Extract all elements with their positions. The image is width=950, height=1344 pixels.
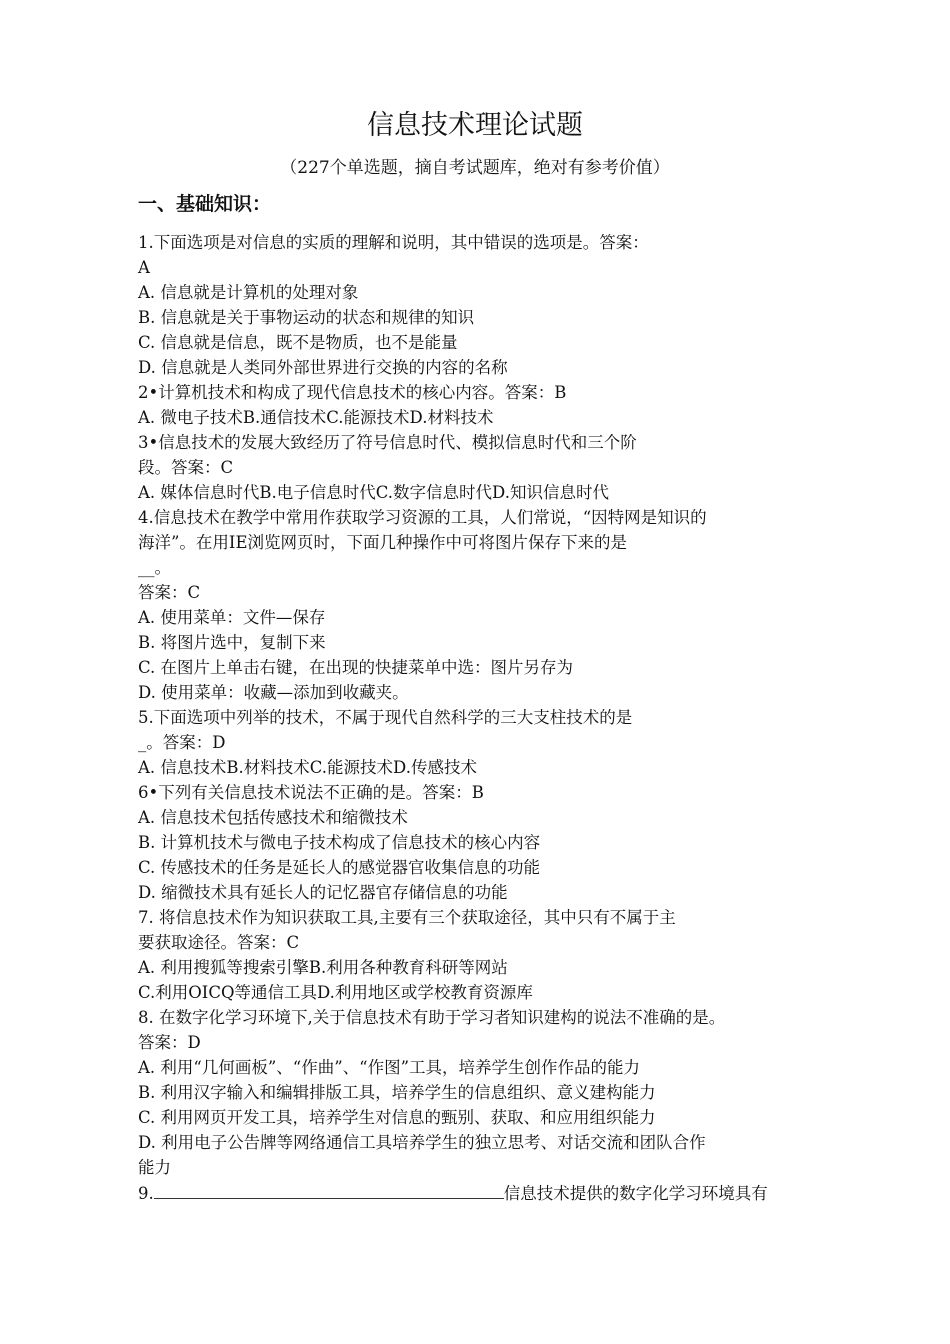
text-line: 8. 在数字化学习环境下,关于信息技术有助于学习者知识建构的说法不准确的是。 (138, 1008, 726, 1027)
text-line: B. 利用汉字输入和编辑排版工具，培养学生的信息组织、意义建构能力 (138, 1083, 656, 1102)
text-line: B. 计算机技术与微电子技术构成了信息技术的核心内容 (138, 833, 541, 852)
text-line: __。 (138, 558, 171, 577)
text-line: 答案：D (138, 1033, 201, 1052)
text-line: A. 信息就是计算机的处理对象 (138, 283, 359, 302)
question-number: 9. (138, 1184, 154, 1203)
text-line: 要获取途径。答案：C (138, 933, 300, 952)
text-line: A. 微电子技术B.通信技术C.能源技术D.材料技术 (138, 408, 494, 427)
text-line: A. 信息技术B.材料技术C.能源技术D.传感技术 (138, 758, 477, 777)
text-line: B. 信息就是关于事物运动的状态和规律的知识 (138, 308, 475, 327)
text-line: C. 在图片上单击右键，在出现的快捷菜单中选：图片另存为 (138, 658, 574, 677)
text-line: C. 信息就是信息，既不是物质，也不是能量 (138, 333, 458, 352)
text-line: A. 使用菜单：文件—保存 (138, 608, 326, 627)
text-line: A (138, 258, 150, 277)
text-line: D. 使用菜单：收藏—添加到收藏夹。 (138, 683, 409, 702)
text-line: C. 传感技术的任务是延长人的感觉器官收集信息的功能 (138, 858, 541, 877)
text-line: D. 利用电子公告牌等网络通信工具培养学生的独立思考、对话交流和团队合作 (138, 1133, 706, 1152)
text-line: 1.下面选项是对信息的实质的理解和说明，其中错误的选项是。答案： (138, 233, 649, 252)
answer-blank (154, 1180, 504, 1199)
question-text: 信息技术提供的数字化学习环境具有 (503, 1184, 768, 1203)
text-line: 段。答案：C (138, 458, 234, 477)
section-heading: 一、基础知识： (138, 193, 272, 215)
text-line: 海洋”。在用IE浏览网页时，下面几种操作中可将图片保存下来的是 (138, 533, 627, 552)
text-line: C.利用OICQ等通信工具D.利用地区或学校教育资源库 (138, 983, 533, 1002)
text-line: 3•信息技术的发展大致经历了符号信息时代、模拟信息时代和三个阶 (138, 433, 637, 452)
text-line: A. 信息技术包括传感技术和缩微技术 (138, 808, 408, 827)
document-title: 信息技术理论试题 (367, 110, 583, 141)
text-line: 6•下列有关信息技术说法不正确的是。答案：B (138, 783, 484, 802)
question-body (138, 230, 838, 1205)
text-line: D. 缩微技术具有延长人的记忆器官存储信息的功能 (138, 883, 508, 902)
text-line: A. 利用“几何画板”、“作曲”、“作图”工具，培养学生创作作品的能力 (138, 1058, 641, 1077)
text-line: 能力 (138, 1158, 171, 1177)
text-line: 5.下面选项中列举的技术，不属于现代自然科学的三大支柱技术的是 (138, 708, 633, 727)
text-line: _。答案：D (138, 733, 226, 752)
text-line: A. 利用搜狐等搜索引擎B.利用各种教育科研等网站 (138, 958, 508, 977)
text-line: A. 媒体信息时代B.电子信息时代C.数字信息时代D.知识信息时代 (138, 483, 609, 502)
text-line: D. 信息就是人类同外部世界进行交换的内容的名称 (138, 358, 508, 377)
text-line: 7. 将信息技术作为知识获取工具,主要有三个获取途径，其中只有不属于主 (138, 908, 676, 927)
text-line: B. 将图片选中，复制下来 (138, 633, 326, 652)
text-line: C. 利用网页开发工具，培养学生对信息的甄别、获取、和应用组织能力 (138, 1108, 656, 1127)
text-line: 2•计算机技术和构成了现代信息技术的核心内容。答案：B (138, 383, 567, 402)
question-9-line (138, 1180, 838, 1205)
text-line: 4.信息技术在教学中常用作获取学习资源的工具，人们常说，“因特网是知识的 (138, 508, 707, 527)
document-subtitle: （227个单选题，摘自考试题库，绝对有参考价值） (280, 158, 670, 178)
text-line: 答案：C (138, 583, 201, 602)
